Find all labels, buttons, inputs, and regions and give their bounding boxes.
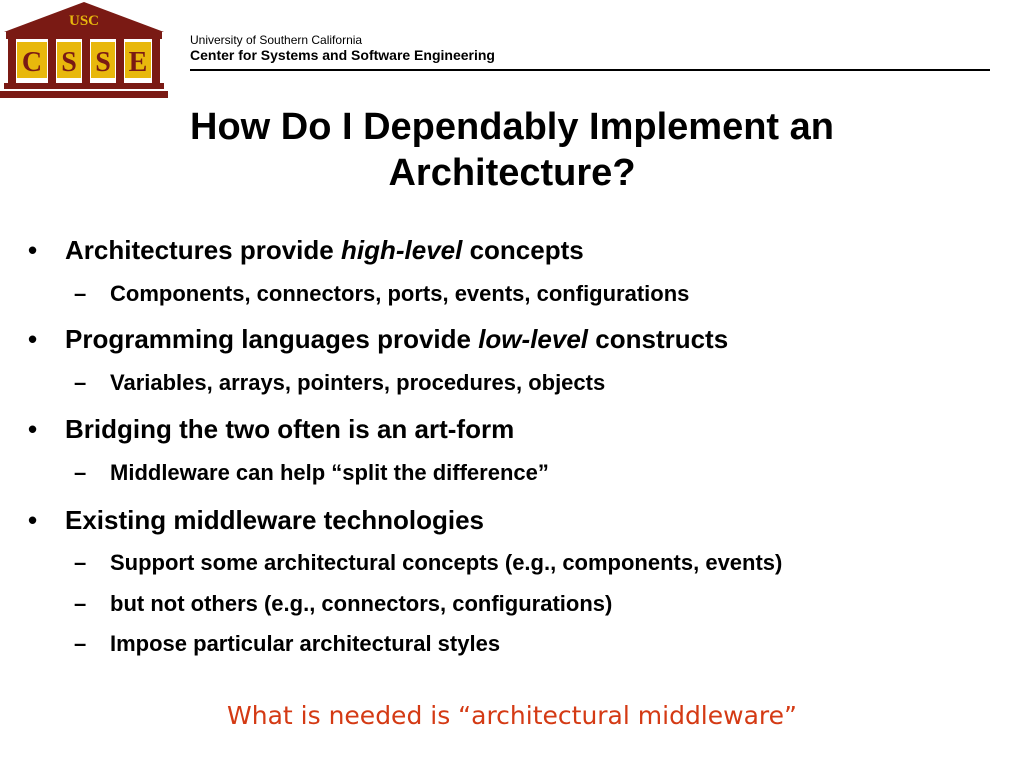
sub-bullet-text: Variables, arrays, pointers, procedures, objects <box>110 370 606 395</box>
bullet-dot: • <box>28 414 38 444</box>
sub-bullet-text: Impose particular architectural styles <box>110 631 501 656</box>
bullet-text: Architectures provide high-level concepts <box>65 235 584 265</box>
bullet-dot: • <box>28 235 38 265</box>
csse-logo <box>0 0 170 100</box>
footer-callout: What is needed is “architectural middleware” <box>227 701 797 730</box>
bullet-text: Programming languages provide low-level constructs <box>65 324 729 354</box>
center-name: Center for Systems and Software Engineering <box>190 47 495 63</box>
organization-name <box>190 33 495 64</box>
sub-bullet-dash: – <box>74 460 87 485</box>
logo-usc-text: USC <box>68 13 100 29</box>
university-name: University of Southern California <box>190 33 363 47</box>
sub-bullet-text: Support some architectural concepts (e.g., components, events) <box>110 550 783 575</box>
sub-bullet-dash: – <box>74 281 87 306</box>
logo-letter-s1: S <box>61 47 77 78</box>
sub-bullet-text: Middleware can help “split the difference” <box>110 460 549 485</box>
sub-bullet-dash: – <box>74 591 87 616</box>
sub-bullet-text: Components, connectors, ports, events, configurations <box>110 281 690 306</box>
bullet-dot: • <box>28 324 38 354</box>
slide-title-line2: Architecture? <box>388 152 636 194</box>
sub-bullet-dash: – <box>74 550 87 575</box>
bullet-text: Existing middleware technologies <box>65 505 484 535</box>
logo-letter-e: E <box>128 47 148 78</box>
slide-title-line1: How Do I Dependably Implement an <box>190 106 834 148</box>
slide-title <box>60 104 964 196</box>
header-divider <box>190 69 990 71</box>
sub-bullet-dash: – <box>74 370 87 395</box>
bullet-text: Bridging the two often is an art-form <box>65 414 515 444</box>
logo-letter-c: C <box>21 47 43 78</box>
sub-bullet-text: but not others (e.g., connectors, configurations) <box>110 591 613 616</box>
logo-letter-s2: S <box>95 47 111 78</box>
sub-bullet-dash: – <box>74 631 87 656</box>
bullet-dot: • <box>28 505 38 535</box>
